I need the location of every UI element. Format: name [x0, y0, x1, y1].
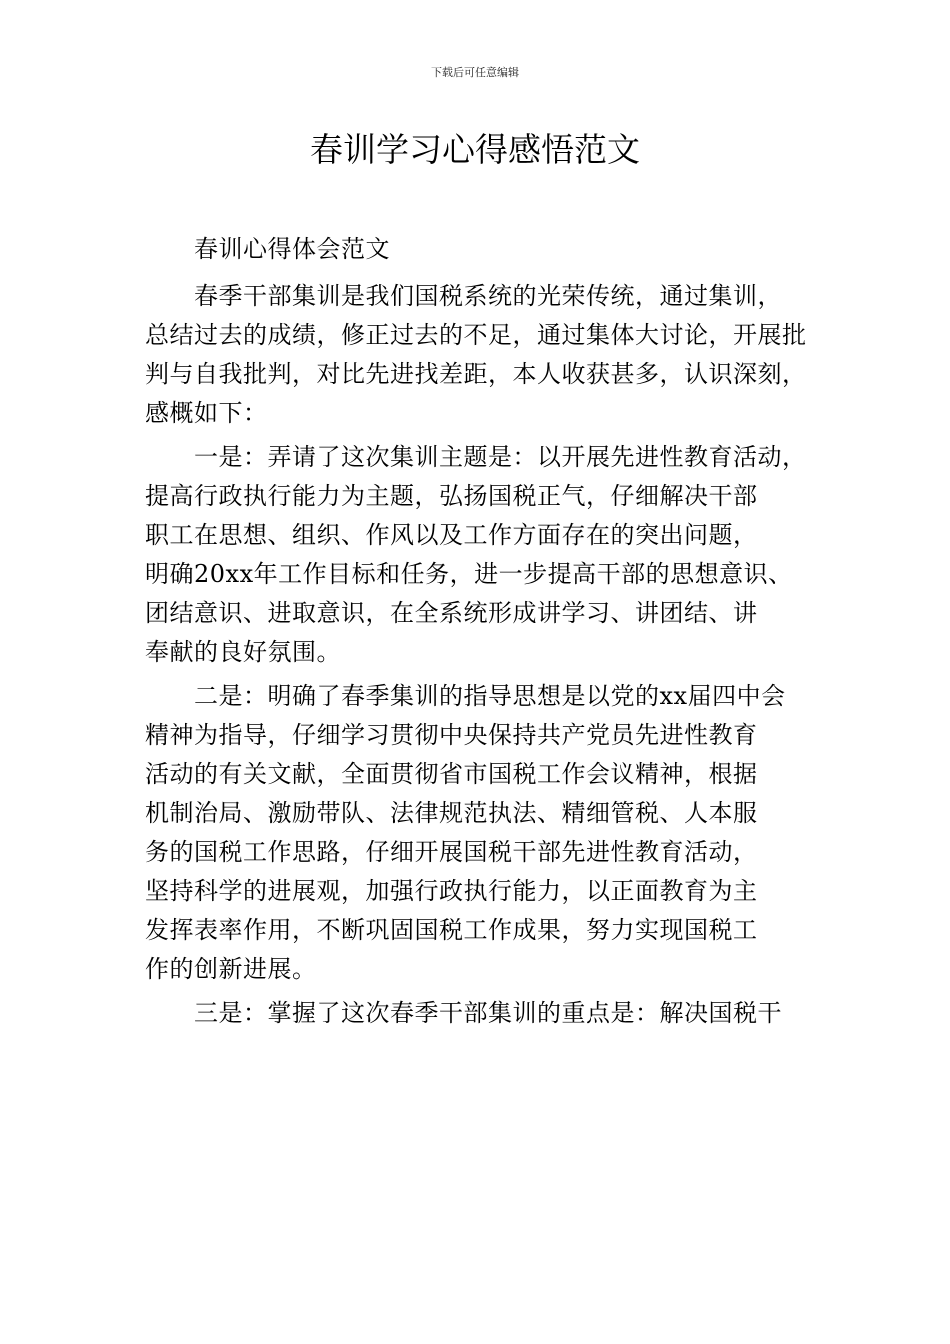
paragraph-line: 团结意识、进取意识，在全系统形成讲学习、讲团结、讲	[145, 599, 758, 627]
paragraph-line: 精神为指导，仔细学习贯彻中央保持共产党员先进性教育	[145, 721, 758, 749]
header-note: 下载后可任意编辑	[431, 66, 519, 79]
document-body	[145, 230, 845, 1033]
paragraph-line: 职工在思想、组织、作风以及工作方面存在的突出问题，	[145, 521, 758, 549]
paragraph-line: 发挥表率作用，不断巩固国税工作成果，努力实现国税工	[145, 916, 758, 944]
document-title: 春训学习心得感悟范文	[310, 130, 640, 169]
paragraph-line: 务的国税工作思路，仔细开展国税干部先进性教育活动，	[145, 838, 758, 866]
paragraph-line: 感概如下：	[145, 399, 268, 427]
paragraph-2	[145, 438, 845, 672]
paragraph-line: 判与自我批判，对比先进找差距，本人收获甚多，认识深刻，	[145, 360, 807, 388]
paragraph-line: 春季干部集训是我们国税系统的光荣传统，通过集训，	[194, 282, 782, 310]
paragraph-line: 坚持科学的进展观，加强行政执行能力，以正面教育为主	[145, 877, 758, 905]
paragraph-line: 二是：明确了春季集训的指导思想是以党的xx届四中会	[194, 682, 786, 710]
document-subtitle: 春训心得体会范文	[194, 235, 390, 263]
paragraph-1	[145, 277, 845, 433]
paragraph-line: 机制治局、激励带队、法律规范执法、精细管税、人本服	[145, 799, 758, 827]
paragraph-line: 三是：掌握了这次春季干部集训的重点是：解决国税干	[194, 999, 782, 1027]
paragraph-line: 一是：弄请了这次集训主题是：以开展先进性教育活动，	[194, 443, 807, 471]
paragraph-line: 活动的有关文献，全面贯彻省市国税工作会议精神，根据	[145, 760, 758, 788]
paragraph-line: 总结过去的成绩，修正过去的不足，通过集体大讨论，开展批	[145, 321, 807, 349]
paragraph-line: 奉献的良好氛围。	[145, 638, 341, 666]
paragraph-3	[145, 677, 845, 989]
paragraph-line: 提高行政执行能力为主题，弘扬国税正气，仔细解决干部	[145, 482, 758, 510]
paragraph-line: 明确20xx年工作目标和任务，进一步提高干部的思想意识、	[145, 560, 793, 588]
paragraph-4	[145, 994, 845, 1033]
paragraph-line: 作的创新进展。	[145, 955, 317, 983]
